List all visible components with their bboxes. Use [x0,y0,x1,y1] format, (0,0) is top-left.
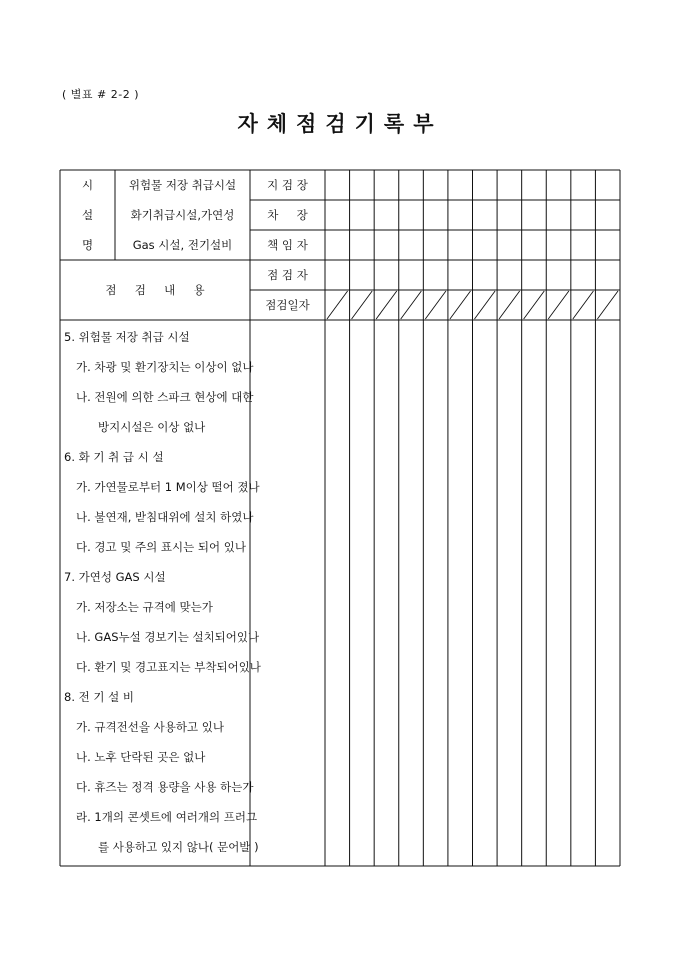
date-slash [573,291,594,319]
facility-line-2: 화기취급시설,가연성 [130,208,235,222]
page-title: 자체점검기록부 [237,111,443,136]
checklist-item: 가. 저장소는 규격에 맞는가 [76,600,213,614]
date-slash [450,291,471,319]
checklist-item: 다. 경고 및 주의 표시는 되어 있나 [76,540,247,554]
inspection-date-label: 점검일자 [265,298,310,312]
checklist-item: 를 사용하고 있지 않나( 문어발 ) [98,840,259,854]
signer-director: 지 검 장 [267,178,308,192]
checklist-item: 5. 위험물 저장 취급 시설 [64,330,190,344]
checklist-item: 나. 노후 단락된 곳은 없나 [76,750,206,764]
date-slash [548,291,569,319]
checklist-item: 7. 가연성 GAS 시설 [64,570,166,584]
date-slash [597,291,618,319]
checklist-item: 다. 휴즈는 정격 용량을 사용 하는가 [76,780,254,794]
facility-label-2: 설 [81,208,94,222]
inspection-content-header: 점 검 내 용 [105,283,205,297]
checklist-item: 나. 불연재, 받침대위에 설치 하였나 [76,510,254,524]
date-slash [352,291,373,319]
date-slash [524,291,545,319]
annex-reference: ( 별표 # 2-2 ) [62,88,140,101]
facility-label-1: 시 [81,178,94,192]
date-slash [327,291,348,319]
date-slash [425,291,446,319]
date-slash [401,291,422,319]
checklist-item: 가. 규격전선을 사용하고 있나 [76,720,224,734]
checklist-item: 가. 가연물로부터 1 M이상 떨어 졌나 [76,480,260,494]
checklist-item: 나. GAS누설 경보기는 설치되어있나 [76,630,260,644]
checklist-item: 다. 환기 및 경고표지는 부착되어있나 [76,660,261,674]
checklist-item: 8. 전 기 설 비 [64,690,135,704]
signer-deputy: 차 장 [267,208,308,222]
facility-line-1: 위험물 저장 취급시설 [128,178,237,192]
facility-line-3: Gas 시설, 전기설비 [132,238,233,252]
inspector-label: 점 검 자 [267,268,308,282]
checklist-item: 방지시설은 이상 없나 [98,420,206,434]
date-slash [475,291,496,319]
date-slash [499,291,520,319]
checklist-item: 나. 전원에 의한 스파크 현상에 대한 [76,390,254,404]
date-slash [376,291,397,319]
checklist-item: 라. 1개의 콘셋트에 여러개의 프러그 [76,810,258,824]
facility-label-3: 명 [81,238,94,252]
checklist-item: 6. 화 기 취 급 시 설 [64,450,164,464]
checklist-item: 가. 차광 및 환기장치는 이상이 없나 [76,360,254,374]
signer-responsible: 책 임 자 [267,238,308,252]
